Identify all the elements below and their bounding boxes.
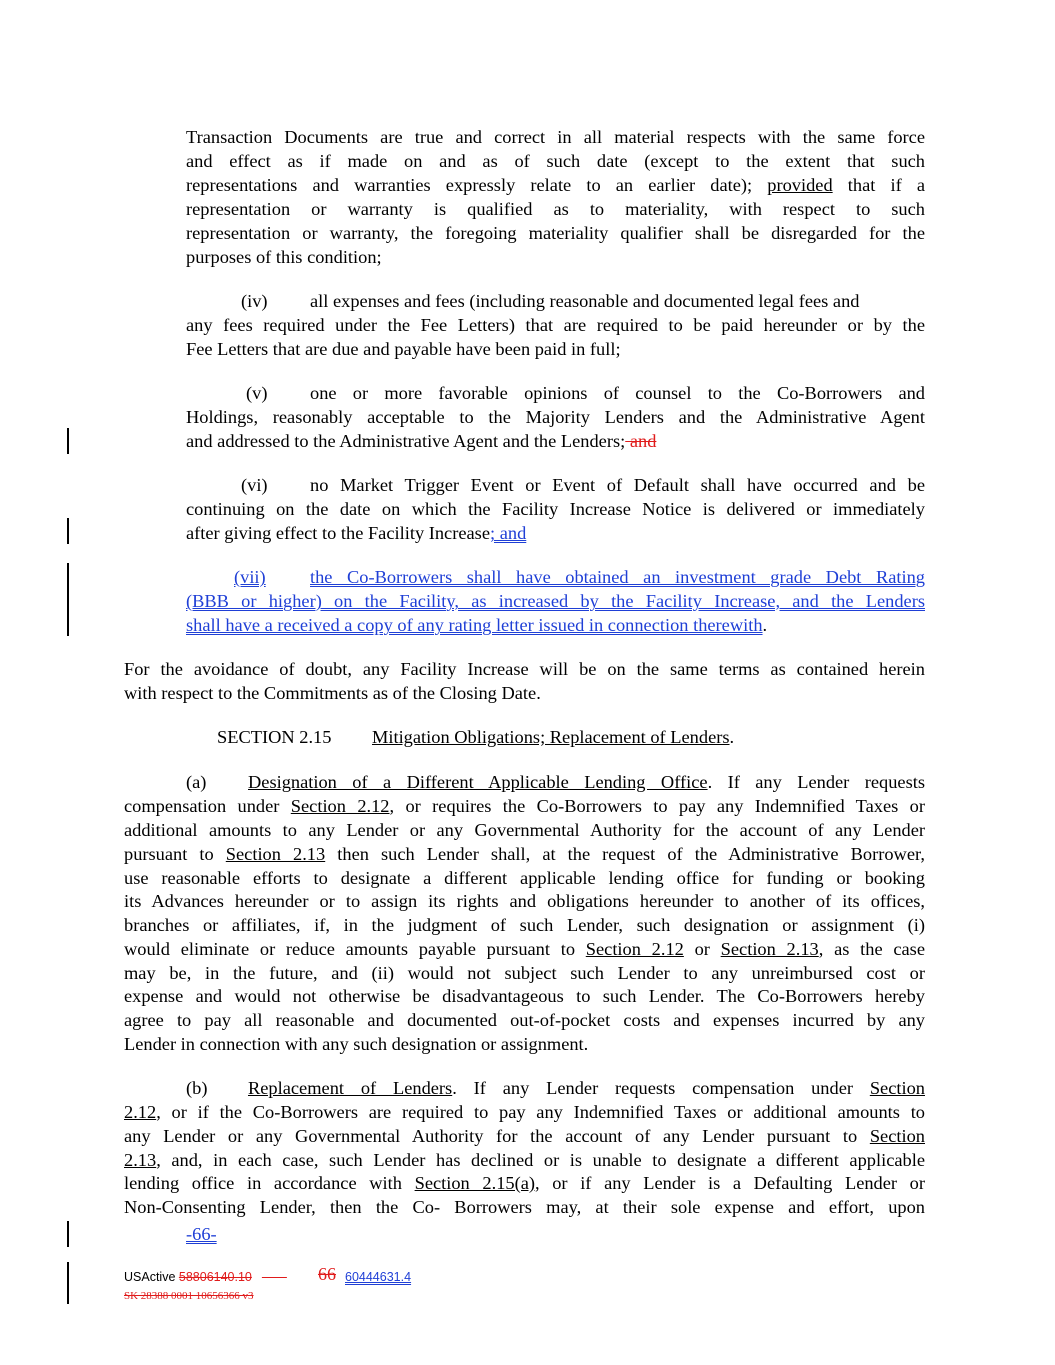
section-reference: Section 2.12 xyxy=(290,796,390,816)
section-reference: Section 2.13 xyxy=(225,844,326,864)
doc-id-line xyxy=(124,1269,287,1285)
text-line: purposes of this condition; xyxy=(186,247,382,267)
text-line: one or more favorable opinions of counsel to the Co-Borrowers and xyxy=(310,383,925,403)
change-bar xyxy=(67,563,69,636)
text-line: may be, in the future, and (ii) would not subject such Lender to any unreimbursed cost or xyxy=(124,963,925,983)
text-line: no Market Trigger Event or Event of Default shall have occurred and be xyxy=(310,475,925,495)
text-line: branches or affiliates, if, in the judgment of such Lender, such designation or assignment (i) xyxy=(124,915,925,935)
text-line: all expenses and fees (including reasonable and documented legal fees and xyxy=(310,291,860,311)
inserted-doc-id: 60444631.4 xyxy=(345,1270,412,1284)
section-title: Mitigation Obligations; Replacement of Lenders. xyxy=(372,727,735,747)
text-line: Lender in connection with any such designation or assignment. xyxy=(124,1034,589,1054)
defined-term-provided: provided xyxy=(767,175,833,195)
text-line: pursuant to Section 2.13 then such Lender shall, at the request of the Administrative Borrower, xyxy=(124,844,925,864)
text-line: Holdings, reasonably acceptable to the Majority Lenders and the Administrative Agent xyxy=(186,407,925,427)
text-line: For the avoidance of doubt, any Facility Increase will be on the same terms as contained herein xyxy=(124,659,925,679)
text-line: Replacement of Lenders. If any Lender requests compensation under Section xyxy=(248,1078,925,1098)
section-reference: Section xyxy=(869,1078,925,1098)
text-line: any Lender or any Governmental Authority for the account of any Lender pursuant to Section xyxy=(124,1126,925,1146)
text-line: Transaction Documents are true and correct in all material respects with the same force xyxy=(186,127,925,147)
text-line: with respect to the Commitments as of the Closing Date. xyxy=(124,683,541,703)
usactive-label: USActive xyxy=(124,1270,179,1284)
deleted-page-number: 66 xyxy=(318,1264,336,1284)
text-line: use reasonable efforts to designate a different applicable lending office for funding or booking xyxy=(124,868,925,888)
change-bar xyxy=(67,518,69,544)
text-line: compensation under Section 2.12, or requires the Co-Borrowers to pay any Indemnified Taxes or xyxy=(124,796,926,816)
inserted-text-line: (BBB or higher) on the Facility, as increased by the Facility Increase, and the Lenders xyxy=(186,591,925,611)
deleted-doc-id: 58806140.10 xyxy=(178,1270,252,1284)
text-line: expense and would not otherwise be disadvantageous to such Lender. The Co-Borrowers hereby xyxy=(124,986,925,1006)
text-line: 2.13, and, in each case, such Lender has declined or is unable to designate a different applicable xyxy=(124,1150,925,1170)
inserted-text: shall have a received a copy of any rating letter issued in connection therewith xyxy=(186,615,763,635)
change-bar xyxy=(67,1262,69,1304)
text-line: Designation of a Different Applicable Lending Office. If any Lender requests xyxy=(248,772,925,792)
section-reference: Section xyxy=(869,1126,925,1146)
change-bar xyxy=(67,1221,69,1247)
section-label: SECTION 2.15 xyxy=(217,727,332,747)
text-line: shall have a received a copy of any rating letter issued in connection therewith. xyxy=(186,615,768,635)
text-line: would eliminate or reduce amounts payable pursuant to Section 2.12 or Section 2.13, as the case xyxy=(124,939,925,959)
section-reference: Section 2.12 xyxy=(585,939,684,959)
text-line: and addressed to the Administrative Agent and the Lenders; and xyxy=(186,431,657,451)
text-line: after giving effect to the Facility Increase; and xyxy=(186,523,527,543)
section-reference: Section 2.15(a) xyxy=(414,1173,535,1193)
text-line: its Advances hereunder or to assign its rights and obligations hereunder to another of its offices, xyxy=(124,891,925,911)
inserted-text: ; and xyxy=(490,523,527,543)
text-line: additional amounts to any Lender or any Governmental Authority for the account of any Lender xyxy=(124,820,925,840)
inserted-text-line: the Co-Borrowers shall have obtained an investment grade Debt Rating xyxy=(310,567,925,587)
text-line: representation or warranty, the foregoing materiality qualifier shall be disregarded for the xyxy=(186,223,925,243)
item-number: (v) xyxy=(246,383,268,403)
text-line: 2.12, or if the Co-Borrowers are required to pay any Indemnified Taxes or additional amounts to xyxy=(124,1102,925,1122)
item-number: (vi) xyxy=(241,475,268,495)
item-number: (vii) xyxy=(234,567,266,587)
item-number: (b) xyxy=(186,1078,208,1098)
deleted-sk-reference: SK 28388 0001 10656366 v3 xyxy=(124,1290,254,1302)
section-reference: 2.13 xyxy=(124,1150,157,1170)
item-number: (a) xyxy=(186,772,207,792)
text-line: continuing on the date on which the Facility Increase Notice is delivered or immediately xyxy=(186,499,925,519)
text-line: any fees required under the Fee Letters) that are required to be paid hereunder or by the xyxy=(186,315,925,335)
text-line: representations and warranties expressly relate to an earlier date); provided that if a xyxy=(186,175,925,195)
change-bar xyxy=(67,428,69,454)
text-line: agree to pay all reasonable and documented out-of-pocket costs and expenses incurred by any xyxy=(124,1010,925,1030)
section-reference: Section 2.13 xyxy=(720,939,819,959)
text-line: representation or warranty is qualified as to materiality, with respect to such xyxy=(186,199,925,219)
section-reference: 2.12 xyxy=(124,1102,157,1122)
text-line: lending office in accordance with Section 2.15(a), or if any Lender is a Defaulting Lender or xyxy=(124,1173,925,1193)
deleted-text: and xyxy=(625,431,657,451)
page-number: -66- xyxy=(186,1224,217,1244)
text-line: and effect as if made on and as of such date (except to the extent that such xyxy=(186,151,925,171)
paragraph-heading: Replacement of Lenders xyxy=(248,1078,453,1098)
text-line: Non-Consenting Lender, then the Co- Borrowers may, at their sole expense and effort, upon xyxy=(124,1197,925,1217)
text-line: Fee Letters that are due and payable have been paid in full; xyxy=(186,339,621,359)
paragraph-heading: Designation of a Different Applicable Lending Office xyxy=(248,772,708,792)
item-number: (iv) xyxy=(241,291,268,311)
